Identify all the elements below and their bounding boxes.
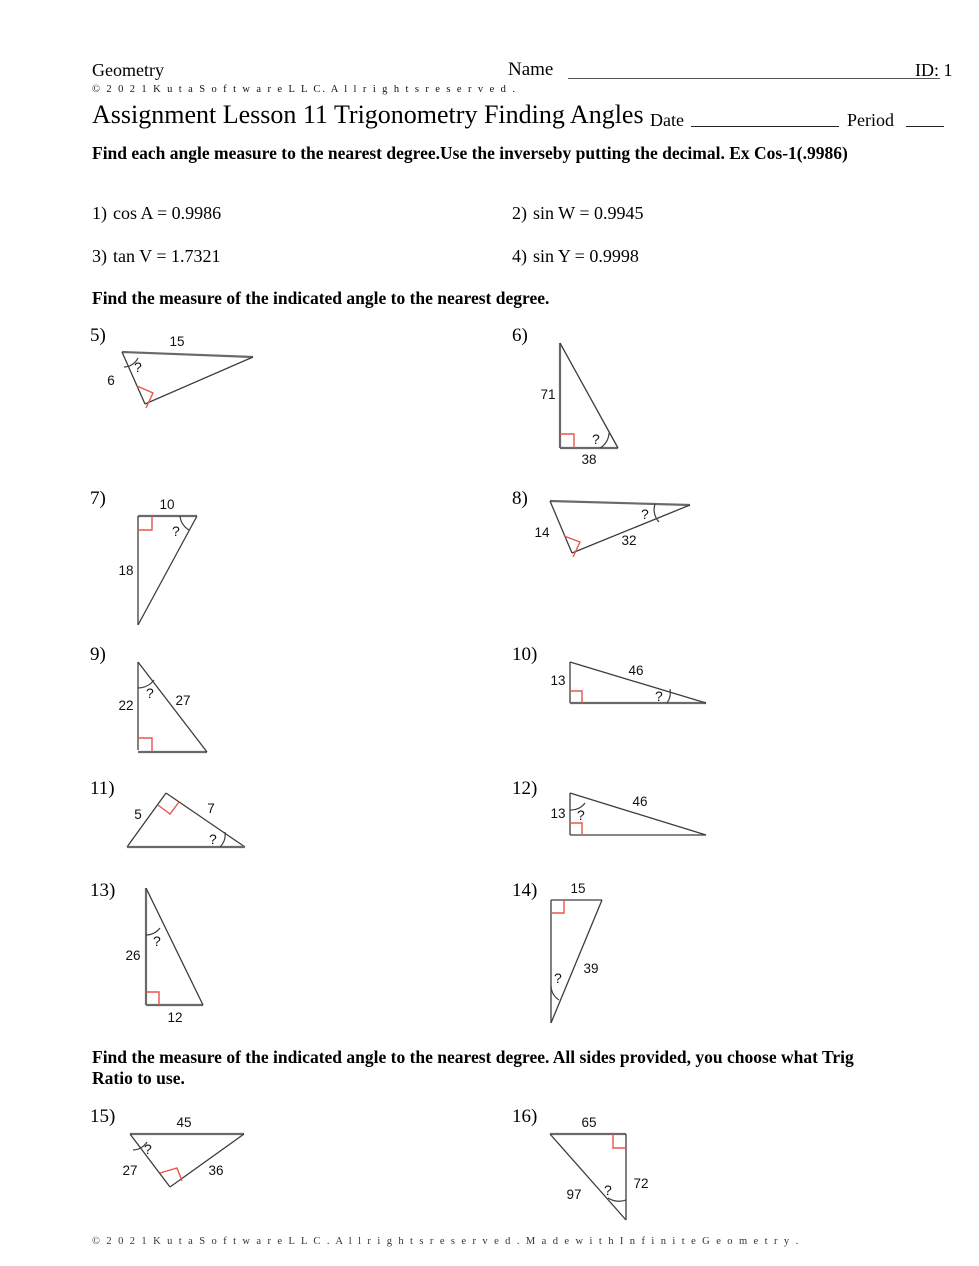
problem-4 (512, 246, 639, 267)
triangle-14-label-39: 39 (583, 961, 599, 976)
triangle-14-label-15: 15 (570, 881, 586, 896)
problem-10-figure (512, 652, 722, 722)
triangle-8-top-side (550, 501, 690, 505)
triangle-15-label-36: 36 (208, 1163, 224, 1178)
triangle-16-hyp-side (550, 1134, 626, 1220)
problem-9-figure (92, 652, 282, 767)
triangle-13-label-12: 12 (167, 1010, 183, 1025)
triangle-12-label-46: 46 (632, 794, 648, 809)
course-name: Geometry (92, 60, 164, 80)
problem-15-number: 15) (90, 1106, 116, 1127)
triangle-9-right-angle-mark (138, 738, 152, 752)
triangle-16-label-65: 65 (581, 1115, 597, 1130)
triangle-7-label-10: 10 (159, 497, 175, 512)
problem-16-number: 16) (512, 1106, 538, 1127)
triangle-13-right-angle-mark (146, 992, 159, 1005)
triangle-14-right-angle-mark (551, 900, 564, 913)
problem-13-number: 13) (90, 880, 116, 901)
footer-copyright: © 2 0 2 1 K u t a S o f t w a r e L L C . A l l r i g h t s r e s e r v e d . M a d e w i t h I n f i n i t e G e o m e t r y . (92, 1236, 801, 1247)
problem-6-figure (512, 336, 702, 471)
directions-part-1: Find each angle measure to the nearest degree.Use the inverseby putting the decimal. Ex Cos-1(.9986) (92, 143, 848, 163)
triangle-5-top-side (122, 352, 253, 357)
triangle-8-left-side (550, 501, 572, 553)
triangle-7-unknown-angle: ? (172, 523, 180, 539)
period-label: Period (847, 110, 894, 130)
triangle-10-unknown-angle: ? (655, 688, 663, 704)
triangle-11-right-angle-mark (158, 802, 179, 814)
triangle-7-angle-arc (180, 516, 189, 530)
triangle-12-label-13: 13 (550, 806, 566, 821)
problem-3-number: 3) (92, 246, 107, 266)
triangle-8-label-32: 32 (621, 533, 637, 548)
problem-9-number: 9) (90, 644, 106, 665)
problem-8-number: 8) (512, 488, 528, 509)
problem-8-figure (512, 495, 712, 575)
problem-1-number: 1) (92, 203, 107, 223)
period-blank-line[interactable] (906, 126, 944, 127)
date-blank-line[interactable] (691, 126, 839, 127)
problem-3 (92, 246, 221, 267)
triangle-11-unknown-angle: ? (209, 831, 217, 847)
triangle-10-right-angle-mark (570, 691, 582, 703)
triangle-16-unknown-angle: ? (604, 1182, 612, 1198)
problem-12-figure (512, 786, 722, 856)
triangle-5-label-6: 6 (107, 373, 115, 388)
problem-5-number: 5) (90, 325, 106, 346)
triangle-6-hyp-side (560, 343, 618, 448)
name-blank-line[interactable] (568, 78, 940, 79)
triangle-6-unknown-angle: ? (592, 431, 600, 447)
problem-2 (512, 203, 644, 224)
triangle-14-unknown-angle: ? (554, 970, 562, 986)
problem-11-number: 11) (90, 778, 115, 799)
triangle-5-label-15: 15 (169, 334, 185, 349)
triangle-11-left-side (127, 793, 166, 847)
problem-1 (92, 203, 221, 224)
triangle-11-label-5: 5 (134, 807, 142, 822)
triangle-7-right-angle-mark (138, 516, 152, 530)
triangle-6-angle-arc (600, 433, 609, 448)
problem-7-figure (92, 497, 282, 640)
triangle-9-label-22: 22 (118, 698, 134, 713)
problem-2-text: sin W = 0.9945 (533, 203, 644, 223)
triangle-12-right-angle-mark (570, 823, 582, 835)
triangle-15-label-45: 45 (176, 1115, 192, 1130)
triangle-12-unknown-angle: ? (577, 807, 585, 823)
worksheet-id: ID: 1 (915, 60, 953, 80)
triangle-14-angle-arc (551, 986, 559, 1000)
triangle-5-unknown-angle: ? (134, 359, 142, 375)
header-copyright: © 2 0 2 1 K u t a S o f t w a r e L L C. A l l r i g h t s r e s e r v e d . (92, 84, 517, 95)
triangle-10-label-13: 13 (550, 673, 566, 688)
triangle-16-angle-arc (608, 1198, 626, 1201)
triangle-16-label-97: 97 (566, 1187, 582, 1202)
triangle-10-label-46: 46 (628, 663, 644, 678)
triangle-11-label-7: 7 (207, 801, 215, 816)
triangle-8-label-14: 14 (534, 525, 550, 540)
triangle-13-label-26: 26 (125, 948, 141, 963)
triangle-9-unknown-angle: ? (146, 685, 154, 701)
triangle-9-label-27: 27 (175, 693, 191, 708)
problem-3-text: tan V = 1.7321 (113, 246, 221, 266)
triangle-6-label-71: 71 (540, 387, 556, 402)
directions-part-3: Find the measure of the indicated angle to the nearest degree. All sides provided, you choose what Trig Ratio to use. (92, 1047, 854, 1088)
triangle-16-right-angle-mark (613, 1134, 626, 1148)
triangle-5-hyp-side (145, 357, 253, 404)
triangle-7-label-18: 18 (118, 563, 134, 578)
date-label: Date (650, 110, 684, 130)
problem-10-number: 10) (512, 644, 538, 665)
triangle-15-unknown-angle: ? (144, 1141, 152, 1157)
page-title: Assignment Lesson 11 Trigonometry Finding Angles (92, 100, 644, 129)
directions-part-2: Find the measure of the indicated angle to the nearest degree. (92, 288, 550, 308)
problem-15-figure (92, 1116, 292, 1211)
problem-5-figure (92, 336, 282, 426)
triangle-6-right-angle-mark (560, 434, 574, 448)
problem-16-figure (512, 1116, 712, 1241)
triangle-13-unknown-angle: ? (153, 933, 161, 949)
triangle-7-hyp-side (138, 516, 197, 625)
triangle-6-label-38: 38 (581, 452, 597, 467)
triangle-8-unknown-angle: ? (641, 506, 649, 522)
triangle-11-angle-arc (220, 832, 225, 847)
problem-14-number: 14) (512, 880, 538, 901)
name-label: Name (508, 59, 554, 80)
problem-7-number: 7) (90, 488, 106, 509)
problem-14-figure (512, 881, 702, 1034)
problem-2-number: 2) (512, 203, 527, 223)
triangle-5-right-angle-mark (137, 386, 153, 408)
triangle-15-label-27: 27 (122, 1163, 138, 1178)
problem-6-number: 6) (512, 325, 528, 346)
triangle-16-label-72: 72 (633, 1176, 649, 1191)
problem-11-figure (92, 786, 292, 861)
problem-13-figure (92, 880, 282, 1030)
triangle-11-right-side (166, 793, 245, 847)
problem-4-text: sin Y = 0.9998 (533, 246, 639, 266)
problem-1-text: cos A = 0.9986 (113, 203, 222, 223)
problem-4-number: 4) (512, 246, 527, 266)
problem-12-number: 12) (512, 778, 538, 799)
